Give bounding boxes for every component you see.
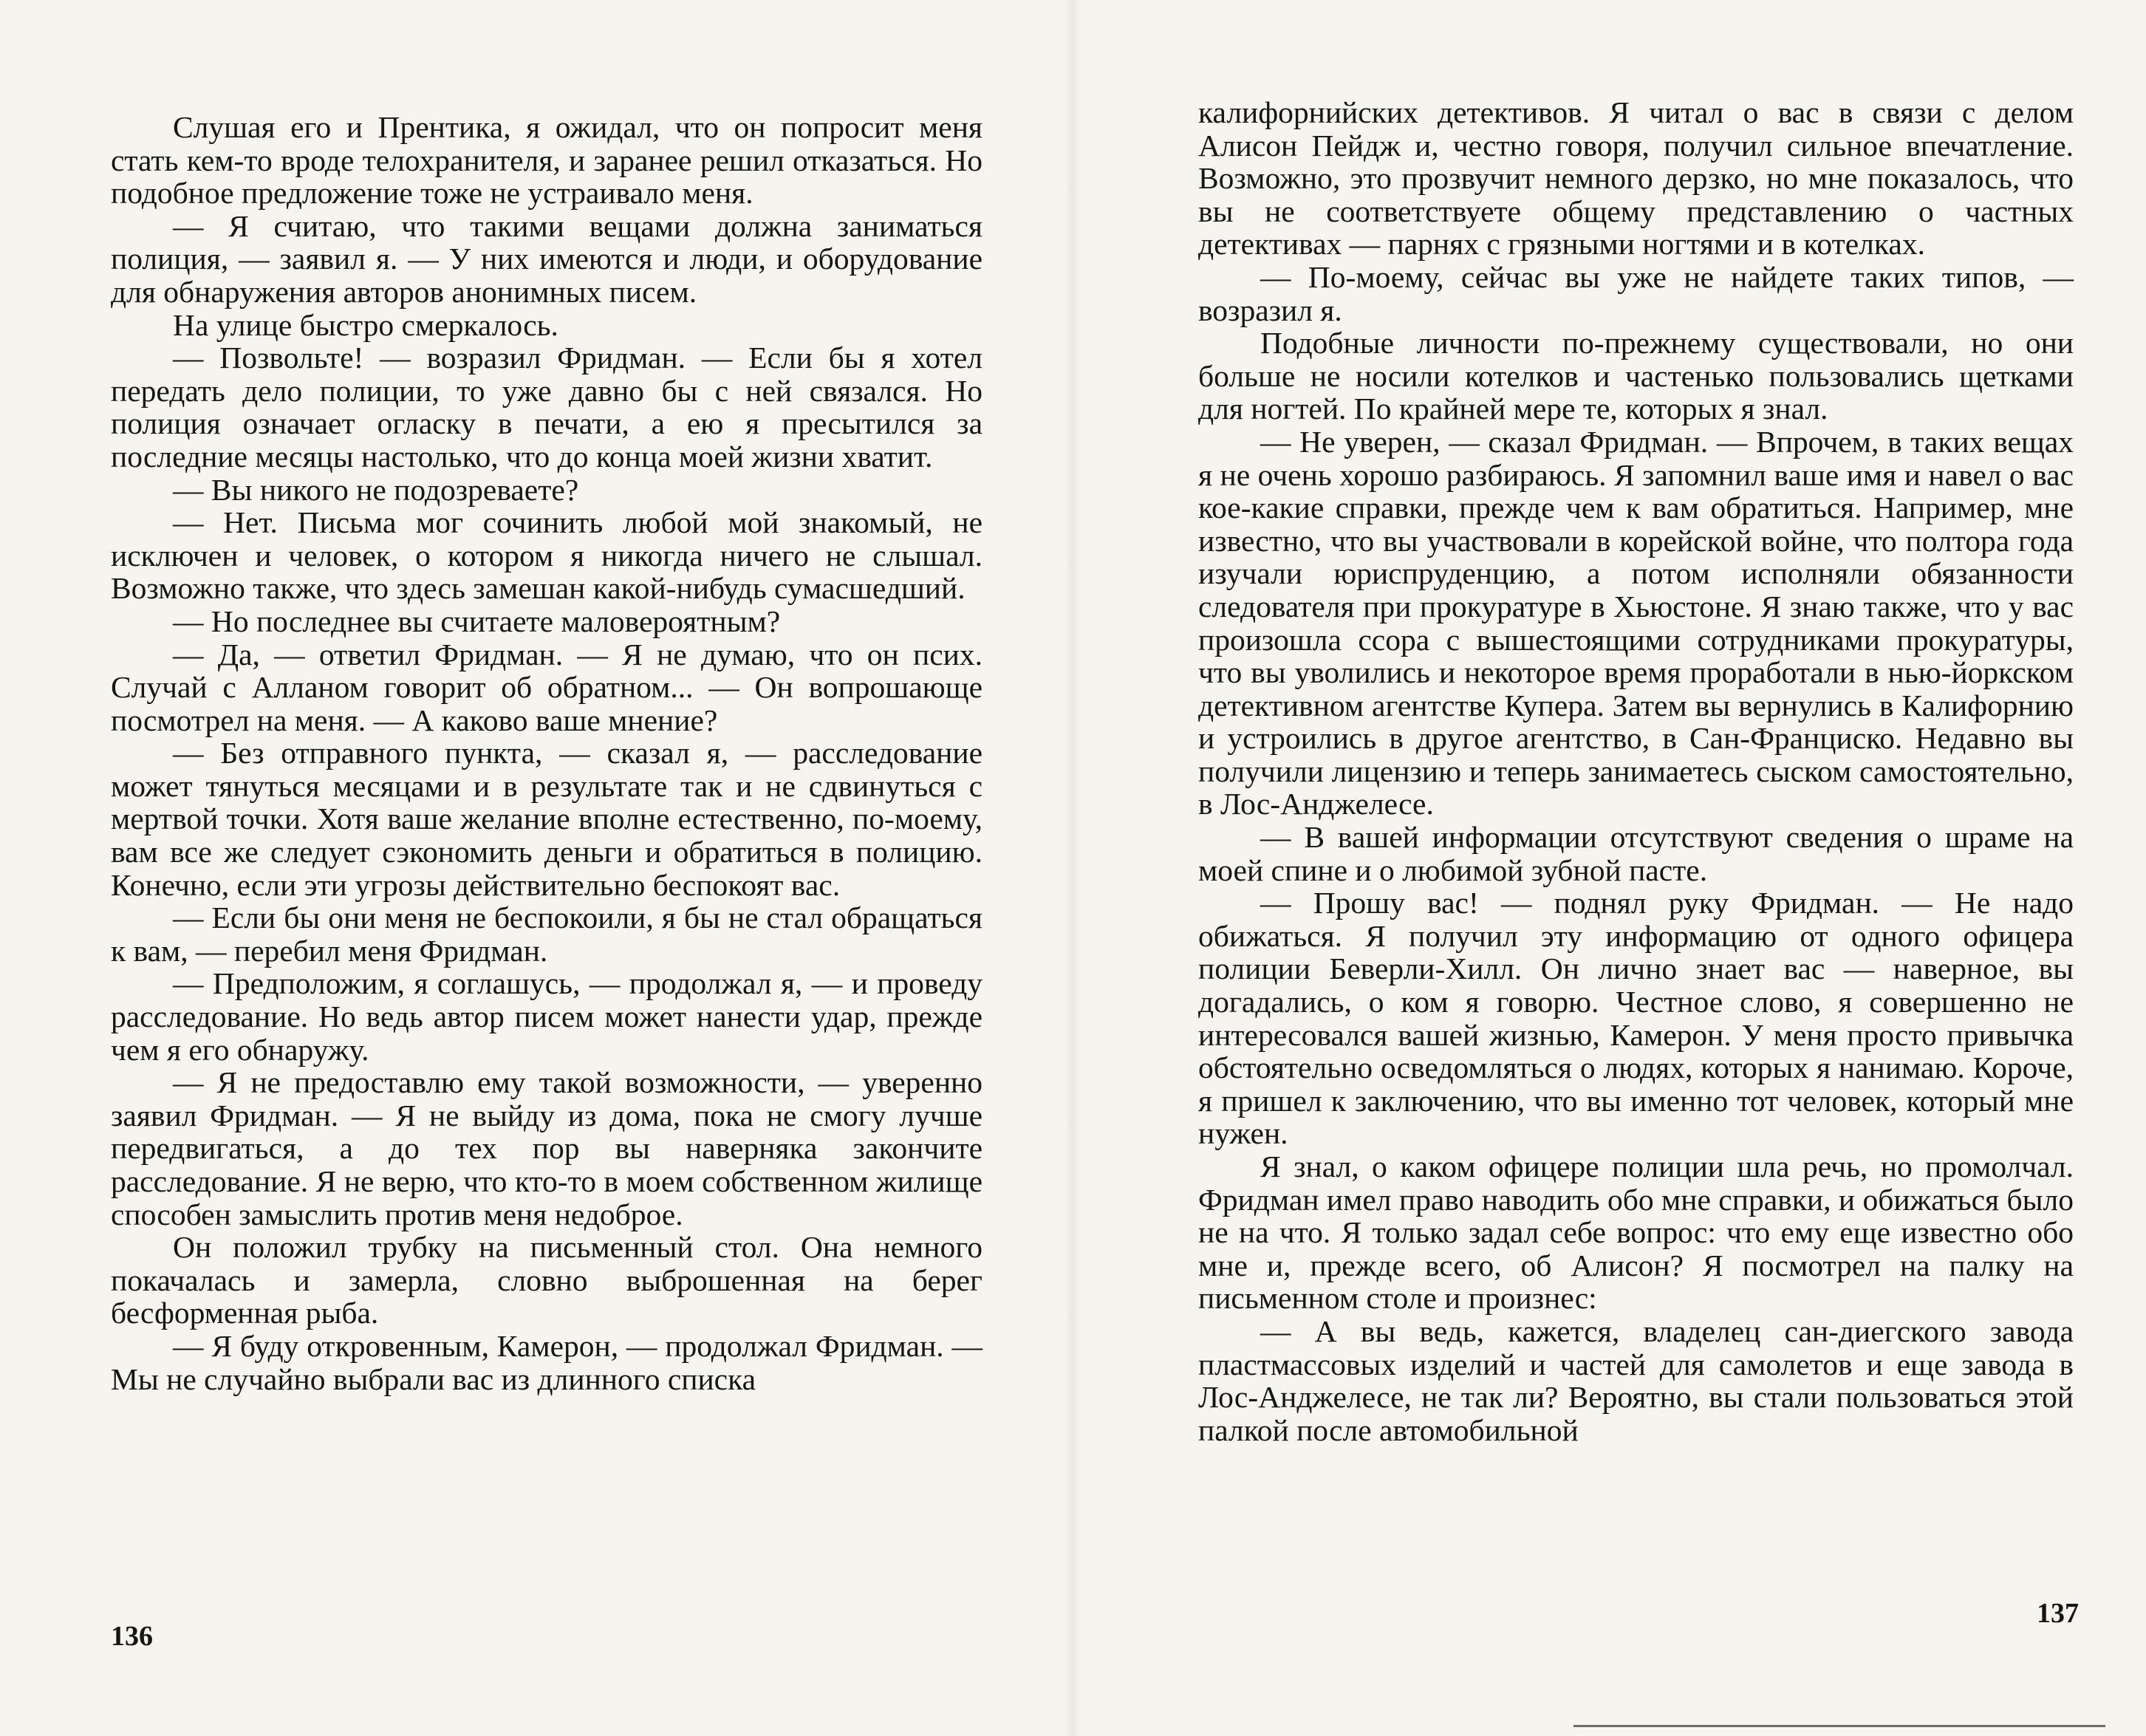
- paragraph: — Если бы они меня не беспокоили, я бы не стал обращаться к вам, — перебил меня Фридман.: [111, 901, 983, 968]
- page-number: 136: [111, 1621, 153, 1652]
- paragraph: — Я буду откровенным, Камерон, — продолжал Фридман. — Мы не случайно выбрали вас из длинного списка: [111, 1328, 983, 1396]
- paragraph: — По-моему, сейчас вы уже не найдете таких типов, — возразил я.: [1198, 259, 2074, 327]
- scan-edge-line: [1573, 1725, 2105, 1727]
- page-number: 137: [2037, 1598, 2079, 1629]
- right-page: [1073, 0, 2146, 1736]
- paragraph: — Позвольте! — возразил Фридман. — Если бы я хотел передать дело полиции, то уже давно бы с ней связался. Но полиция означает огласку в печати, а ею я пресытился за последние месяцы настолько, что до конца моей жизни хватит.: [111, 341, 983, 474]
- paragraph: — Вы никого не подозреваете?: [173, 472, 579, 507]
- paragraph: — Без отправного пункта, — сказал я, — расследование может тянуться месяцами и в результате так и не сдвинуться с мертвой точки. Хотя ваше желание вполне естественно, по-моему, вам все же следует сэкономить деньги и обратиться в полицию. Конечно, если эти угрозы действительно беспокоят вас.: [111, 736, 983, 902]
- paragraph: — Не уверен, — сказал Фридман. — Впрочем, в таких вещах я не очень хорошо разбираюсь. Я запомнил ваше имя и навел о вас кое-какие справки, прежде чем к вам обратиться. Например, мне известно, что вы участвовали в корейской войне, что полтора года изучали юриспруденцию, а потом исполняли обязанности следователя при прокуратуре в Хьюстоне. Я знаю также, что у вас произошла ссора с вышестоящими сотрудниками прокуратуры, что вы уволились и некоторое время проработали в нью-йоркском детективном агентстве Купера. Затем вы вернулись в Калифорнию и устроились в другое агентство, в Сан-Франциско. Недавно вы получили лицензию и теперь занимаетесь сыском самостоятельно, в Лос-Анджелесе.: [1198, 424, 2074, 821]
- continued-paragraph: калифорнийских детективов. Я читал о вас в связи с делом Алисон Пейдж и, честно говоря, получил сильное впечатление. Возможно, это прозвучит немного дерзко, но мне показалось, что вы не соответствуете общему представлению о частных детективах — парнях с грязными ногтями и в котелках.: [1198, 95, 2074, 262]
- paragraph: Подобные личности по-прежнему существовали, но они больше не носили котелков и частенько пользовались щетками для ногтей. По крайней мере те, которых я знал.: [1198, 326, 2074, 426]
- paragraph: — Прошу вас! — поднял руку Фридман. — Не надо обижаться. Я получил эту информацию от одного офицера полиции Беверли-Хилл. Он лично знает вас — наверное, вы догадались, о ком я говорю. Честное слово, я совершенно не интересовался вашей жизнью, Камерон. У меня просто привычка обстоятельно осведомляться о людях, которых я нанимаю. Короче, я пришел к заключению, что вы именно тот человек, который мне нужен.: [1198, 886, 2074, 1151]
- paragraph: Я знал, о каком офицере полиции шла речь, но промолчал. Фридман имел право наводить обо мне справки, и обижаться было не на что. Я только задал себе вопрос: что ему еще известно обо мне и, прежде всего, об Алисон? Я посмотрел на палку на письменном столе и произнес:: [1198, 1149, 2074, 1316]
- right-page-text: [1198, 96, 2074, 1446]
- paragraph: На улице быстро смеркалось.: [173, 307, 558, 342]
- paragraph: — Но последнее вы считаете маловероятным?: [173, 604, 781, 638]
- paragraph: — В вашей информации отсутствуют сведения о шраме на моей спине и о любимой зубной пасте.: [1198, 820, 2074, 887]
- paragraph: Он положил трубку на письменный стол. Она немного покачалась и замерла, словно выброшенная на берег бесформенная рыба.: [111, 1230, 983, 1330]
- paragraph: — Я считаю, что такими вещами должна заниматься полиция, — заявил я. — У них имеются и люди, и оборудование для обнаружения авторов анонимных писем.: [111, 208, 983, 309]
- paragraph: — Нет. Письма мог сочинить любой мой знакомый, не исключен и человек, о котором я никогда ничего не слышал. Возможно также, что здесь замешан какой-нибудь сумасшедший.: [111, 505, 983, 606]
- left-page-text: [111, 111, 983, 1395]
- paragraph: — Я не предоставлю ему такой возможности, — уверенно заявил Фридман. — Я не выйду из дома, пока не смогу лучше передвигаться, а до тех пор вы наверняка закончите расследование. Я не верю, что кто-то в моем собственном жилище способен замыслить против меня недоброе.: [111, 1065, 983, 1231]
- paragraph: — Предположим, я соглашусь, — продолжал я, — и проведу расследование. Но ведь автор писем может нанести удар, прежде чем я его обнаружу.: [111, 966, 983, 1067]
- paragraph: Слушая его и Прентика, я ожидал, что он попросит меня стать кем-то вроде телохранителя, и заранее решил отказаться. Но подобное предложение тоже не устраивало меня.: [111, 110, 983, 211]
- paragraph: — А вы ведь, кажется, владелец сан-диегского завода пластмассовых изделий и частей для самолетов и еще завода в Лос-Анджелесе, не так ли? Вероятно, вы стали пользоваться этой палкой после автомобильной: [1198, 1313, 2074, 1447]
- paragraph: — Да, — ответил Фридман. — Я не думаю, что он псих. Случай с Алланом говорит об обратном... — Он вопрошающе посмотрел на меня. — А каково ваше мнение?: [111, 637, 983, 737]
